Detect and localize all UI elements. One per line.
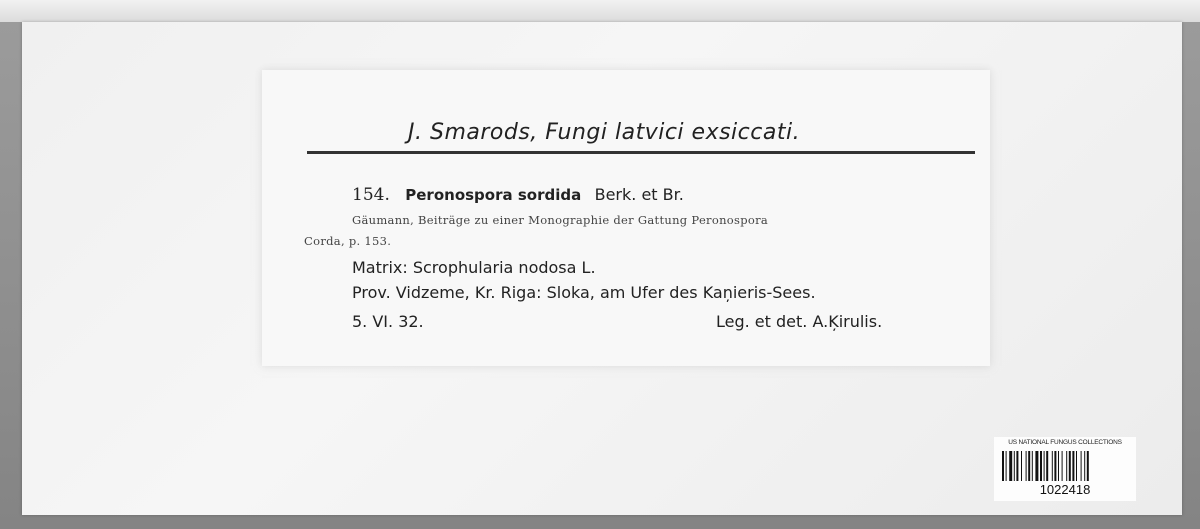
label-title: J. Smarods, Fungi latvici exsiccati. — [408, 120, 801, 145]
reference-line-2: Corda, p. 153. — [304, 234, 392, 248]
barcode-number: 1022418 — [1039, 482, 1091, 497]
collector-line: Leg. et det. A.Ķirulis. — [716, 312, 883, 331]
exsiccata-number: 154. — [352, 185, 390, 205]
reference-line-1: Gäumann, Beiträge zu einer Monographie der Gattung Peronospora — [352, 213, 769, 227]
species-name: Peronospora sordida — [405, 186, 582, 204]
matrix-line: Matrix: Scrophularia nodosa L. — [352, 258, 596, 277]
taxon-line — [352, 185, 684, 205]
barcode-icon — [1002, 451, 1128, 481]
barcode-header: US NATIONAL FUNGUS COLLECTIONS — [1008, 439, 1122, 446]
top-paper-edge — [0, 0, 1200, 22]
barcode-label — [994, 437, 1136, 501]
species-authority: Berk. et Br. — [594, 185, 684, 204]
collection-date: 5. VI. 32. — [352, 312, 424, 331]
title-rule — [307, 151, 975, 154]
locality-line: Prov. Vidzeme, Kr. Riga: Sloka, am Ufer des Kaņieris-Sees. — [352, 283, 816, 302]
